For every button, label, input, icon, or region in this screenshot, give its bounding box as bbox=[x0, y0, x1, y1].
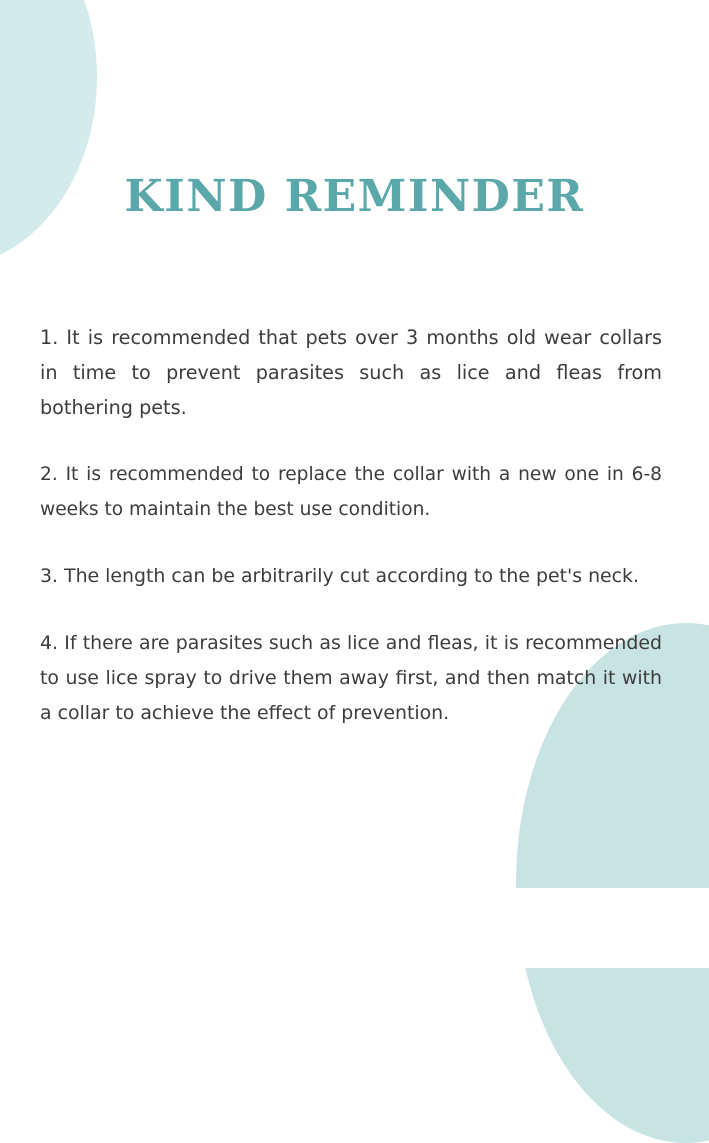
decorative-circle-top-left bbox=[0, 0, 97, 267]
reminder-item-2: 2. It is recommended to replace the collar with a new one in 6-8 weeks to maintain the best use condition. bbox=[40, 464, 662, 520]
page-title: KIND REMINDER bbox=[124, 171, 585, 222]
reminder-item-1: 1. It is recommended that pets over 3 months old wear collars in time to prevent parasites such as lice and fleas from bothering pets. bbox=[40, 326, 662, 419]
reminder-item-3: 3. The length can be arbitrarily cut according to the pet's neck. bbox=[40, 565, 640, 587]
bottom-white-band bbox=[0, 888, 709, 968]
reminder-list bbox=[40, 320, 662, 763]
reminder-item-4: 4. If there are parasites such as lice and fleas, it is recommended to use lice spray to drive them away first, and then match it with a collar to achieve the effect of prevention. bbox=[40, 632, 662, 724]
